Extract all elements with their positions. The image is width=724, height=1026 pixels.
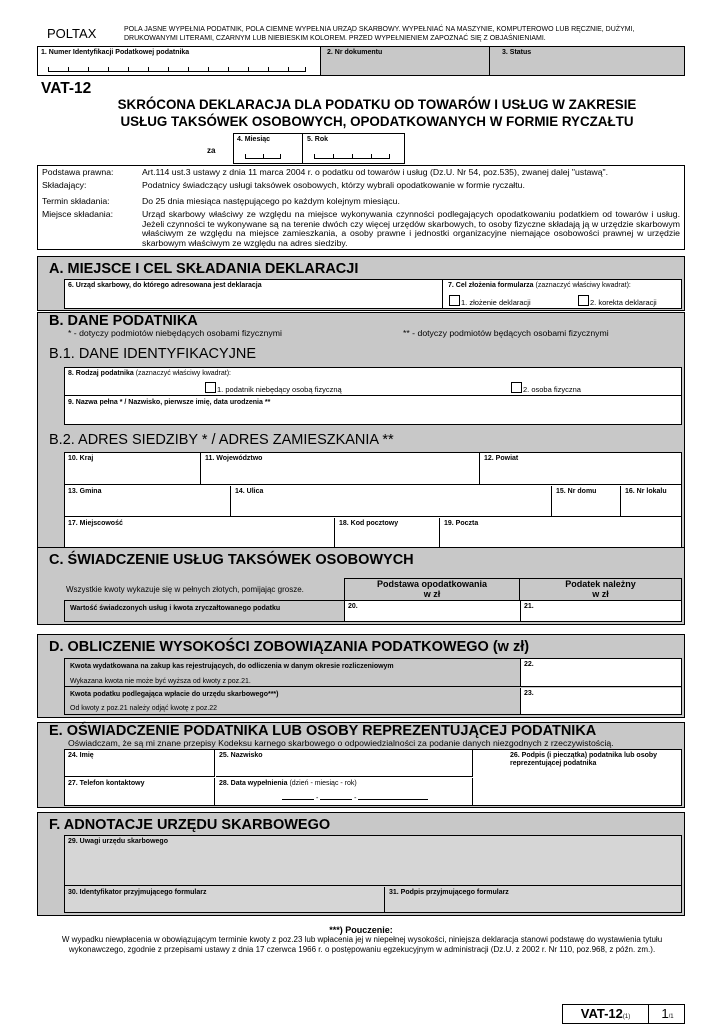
purpose-label: 7. Cel złożenia formularza bbox=[448, 282, 534, 289]
postal-code-label: 18. Kod pocztowy bbox=[339, 520, 399, 527]
section-e bbox=[37, 722, 685, 808]
b1-title: B.1. DANE IDENTYFIKACYJNE bbox=[49, 346, 257, 362]
note-natural: ** - dotyczy podmiotów będących osobami fizycznymi bbox=[403, 328, 609, 338]
tax-base-header-text: Podstawa opodatkowania bbox=[376, 579, 488, 589]
fill-instruction: POLA JASNE WYPEŁNIA PODATNIK, POLA CIEMNE WYPEŁNIA URZĄD SKARBOWY. WYPEŁNIAĆ NA MASZYNIE, KOMPUTEROWO LUB RĘCZNIE, DUŻYMI, DRUKOWANYMI LITERAMI, CZARNYM LUB NIEBIESKIM KOLOREM. PRZED WYPEŁNIENIEM ZAPOZNAĆ SIĘ Z OBJAŚNIENIAMI. bbox=[124, 26, 635, 42]
field-21-label: 21. bbox=[524, 603, 534, 610]
page-number bbox=[651, 1005, 684, 1023]
nip-tick bbox=[268, 67, 269, 71]
full-name-field[interactable] bbox=[65, 397, 681, 424]
house-number-field[interactable] bbox=[553, 486, 621, 516]
footer-form-code bbox=[563, 1005, 649, 1023]
nip-tick bbox=[88, 67, 89, 71]
tax-base-header-unit: w zł bbox=[423, 589, 441, 599]
post-office-label: 19. Poczta bbox=[444, 520, 479, 527]
footer-form-name: VAT-12 bbox=[580, 1006, 623, 1021]
cash-register-label: Kwota wydatkowana na zakup kas rejestrujących, do odliczenia w danym okresie rozliczeniowym bbox=[70, 663, 394, 670]
section-a bbox=[37, 256, 685, 311]
receiver-id-field bbox=[65, 887, 385, 912]
nip-label: 1. Numer Identyfikacji Podatkowej podatnika bbox=[41, 49, 190, 56]
page-total: /1 bbox=[668, 1014, 674, 1020]
form-code: VAT-12 bbox=[41, 80, 92, 97]
purpose-field bbox=[445, 280, 681, 308]
section-d-rows bbox=[64, 658, 682, 715]
last-name-field[interactable] bbox=[216, 750, 473, 777]
taxpayer-type-label: 8. Rodzaj podatnika bbox=[68, 370, 134, 377]
county-field[interactable] bbox=[481, 453, 681, 484]
service-value-row bbox=[64, 600, 682, 622]
field-23-label: 23. bbox=[524, 690, 534, 697]
pouczenie-title: ***) Pouczenie: bbox=[329, 925, 393, 935]
country-field[interactable] bbox=[65, 453, 201, 484]
section-c-note: Wszystkie kwoty wykazuje się w pełnych złotych, pomijając grosze. bbox=[66, 585, 304, 594]
address-row-3 bbox=[65, 518, 681, 549]
b1-fields bbox=[64, 367, 682, 425]
section-d bbox=[37, 634, 685, 718]
address-fields bbox=[64, 452, 682, 550]
tax-base-header bbox=[344, 578, 520, 601]
street-field[interactable] bbox=[232, 486, 552, 516]
signature-label: 26. Podpis (i pieczątka) podatnika lub osoby reprezentującej podatnika bbox=[510, 752, 658, 767]
nip-tick bbox=[128, 67, 129, 71]
note-non-natural: * - dotyczy podmiotów niebędących osobami fizycznymi bbox=[68, 328, 282, 338]
nip-tick bbox=[68, 67, 69, 71]
nip-field[interactable] bbox=[38, 47, 321, 75]
phone-field[interactable] bbox=[65, 778, 215, 805]
field-20-label: 20. bbox=[348, 603, 358, 610]
purpose-option-1-label: 1. złożenie deklaracji bbox=[461, 298, 531, 307]
section-e-title: E. OŚWIADCZENIE PODATNIKA LUB OSOBY REPREZENTUJĄCEJ PODATNIKA bbox=[49, 723, 597, 739]
nip-tick-boxes bbox=[48, 67, 306, 72]
fill-date-ticks: - - bbox=[282, 794, 428, 802]
taxpayer-type-option-1-label: 1. podatnik niebędący osobą fizyczną bbox=[217, 385, 342, 394]
info-box bbox=[37, 165, 685, 250]
purpose-option-2[interactable] bbox=[578, 295, 657, 307]
pouczenie-text: W wypadku niewpłacenia w obowiązującym terminie kwoty z poz.23 lub wpłacenia jej w niepełnej wysokości, niniejsza deklaracja stanowi podstawę do wystawienia tytułu wykonawczego, zgodnie z przepisami ustawy z dnia 17 czerwca 1966 r. o postępowaniu egzekucyjnym w administracji (Dz.U. z 2002 r. Nr 110, poz.968, z późn. zm.). bbox=[61, 935, 663, 954]
za-label: za bbox=[207, 146, 216, 155]
deadline-text: Do 25 dnia miesiąca następującego po każdym kolejnym miesiącu. bbox=[142, 196, 400, 206]
apartment-number-label: 16. Nr lokalu bbox=[625, 488, 667, 495]
year-field[interactable] bbox=[304, 134, 404, 163]
taxpayer-type-field bbox=[65, 368, 681, 396]
purpose-option-2-label: 2. korekta deklaracji bbox=[590, 298, 657, 307]
poltax-label: POLTAX bbox=[47, 26, 97, 41]
county-label: 12. Powiat bbox=[484, 455, 519, 462]
receiver-signature-label: 31. Podpis przyjmującego formularz bbox=[389, 889, 509, 896]
filer-label: Składający: bbox=[42, 180, 87, 190]
form-title-line1: SKRÓCONA DEKLARACJA DLA PODATKU OD TOWARÓW I USŁUG W ZAKRESIE bbox=[117, 97, 637, 112]
section-c bbox=[37, 547, 685, 625]
taxpayer-type-option-1[interactable] bbox=[205, 382, 342, 394]
nip-tick bbox=[188, 67, 189, 71]
status-label: 3. Status bbox=[502, 49, 532, 56]
purpose-note: (zaznaczyć właściwy kwadrat): bbox=[535, 282, 631, 289]
section-e-statement: Oświadczam, że są mi znane przepisy Kodeksu karnego skarbowego o odpowiedzialności za podanie danych niezgodnych z rzeczywistością. bbox=[68, 738, 614, 748]
city-label: 17. Miejscowość bbox=[68, 520, 123, 527]
filer-text: Podatnicy świadczący usługi taksówek osobowych, którzy wybrali opodatkowanie w formie ryczałtu. bbox=[142, 180, 525, 190]
full-name-label: 9. Nazwa pełna * / Nazwisko, pierwsze imię, data urodzenia ** bbox=[68, 399, 271, 406]
postal-code-field[interactable] bbox=[336, 518, 440, 549]
post-office-field[interactable] bbox=[441, 518, 681, 549]
field-21[interactable] bbox=[520, 601, 681, 621]
nip-tick bbox=[48, 67, 49, 71]
address-row-1 bbox=[65, 453, 681, 485]
nip-tick bbox=[305, 67, 306, 71]
tax-office-field[interactable] bbox=[65, 280, 443, 308]
apartment-number-field[interactable] bbox=[622, 486, 681, 516]
doc-number-label: 2. Nr dokumentu bbox=[327, 49, 383, 56]
checkbox-icon[interactable] bbox=[578, 295, 589, 306]
first-name-label: 24. Imię bbox=[68, 752, 94, 759]
section-e-fields bbox=[64, 749, 682, 806]
tax-due-header-unit: w zł bbox=[592, 589, 609, 599]
taxpayer-type-note: (zaznaczyć właściwy kwadrat): bbox=[135, 370, 231, 377]
section-a-fields bbox=[64, 279, 682, 309]
field-22-label: 22. bbox=[524, 661, 534, 668]
street-label: 14. Ulica bbox=[235, 488, 264, 495]
office-remarks-label: 29. Uwagi urzędu skarbowego bbox=[68, 838, 168, 845]
address-row-2 bbox=[65, 486, 681, 517]
divider bbox=[489, 47, 490, 75]
section-b bbox=[37, 312, 685, 552]
month-label: 4. Miesiąc bbox=[237, 136, 271, 143]
fill-date-note: (dzień - miesiąc - rok) bbox=[289, 780, 357, 787]
month-field[interactable] bbox=[234, 134, 303, 163]
section-f-fields bbox=[64, 835, 682, 913]
section-b-title: B. DANE PODATNIKA bbox=[49, 313, 198, 329]
voivodeship-label: 11. Województwo bbox=[205, 455, 263, 462]
nip-tick bbox=[168, 67, 169, 71]
taxpayer-type-option-2[interactable] bbox=[511, 382, 581, 394]
tax-due-header-text: Podatek należny bbox=[565, 579, 636, 589]
purpose-option-1[interactable] bbox=[449, 295, 531, 307]
first-name-field[interactable] bbox=[65, 750, 215, 777]
cash-register-row bbox=[65, 659, 681, 687]
nip-tick bbox=[288, 67, 289, 71]
receiver-signature-field bbox=[386, 887, 681, 912]
signature-field[interactable] bbox=[474, 750, 681, 805]
section-c-title: C. ŚWIADCZENIE USŁUG TAKSÓWEK OSOBOWYCH bbox=[49, 552, 414, 568]
nip-tick bbox=[148, 67, 149, 71]
tax-payable-note: Od kwoty z poz.21 należy odjąć kwotę z poz.22 bbox=[70, 705, 218, 712]
b2-title: B.2. ADRES SIEDZIBY * / ADRES ZAMIESZKANIA ** bbox=[49, 432, 394, 448]
tax-payable-row bbox=[65, 688, 681, 714]
section-a-title: A. MIEJSCE I CEL SKŁADANIA DEKLARACJI bbox=[49, 261, 359, 277]
voivodeship-field[interactable] bbox=[202, 453, 480, 484]
period-box bbox=[233, 133, 405, 164]
checkbox-icon[interactable] bbox=[205, 382, 216, 393]
house-number-label: 15. Nr domu bbox=[556, 488, 597, 495]
fill-date-field[interactable] bbox=[216, 778, 473, 805]
nip-tick bbox=[248, 67, 249, 71]
page-footer-box bbox=[562, 1004, 685, 1024]
field-22[interactable] bbox=[520, 659, 681, 686]
place-text: Urząd skarbowy właściwy ze względu na miejsce wykonywania czynności podlegających opodatkowaniu podatkiem od towarów i usług. Jeżeli czynności te wykonywane są na terenie dwóch czy więcej urzędów skarbowych, to osoby fizyczne składają ją w urzędzie skarbowym właściwym ze względu na miejsce zamieszkania, a osoby prawne i jednostki organizacyjne niemające osobowości prawnej w urzędzie skarbowym właściwym ze względu na adres siedziby. bbox=[142, 209, 680, 248]
form-title bbox=[37, 96, 717, 130]
section-f bbox=[37, 812, 685, 916]
page-current: 1 bbox=[661, 1006, 669, 1021]
month-ticks bbox=[245, 155, 281, 159]
footer-form-version: (1) bbox=[622, 1014, 631, 1020]
office-remarks-field bbox=[65, 836, 681, 886]
year-label: 5. Rok bbox=[307, 136, 329, 143]
nip-tick bbox=[208, 67, 209, 71]
checkbox-icon[interactable] bbox=[449, 295, 460, 306]
section-f-title: F. ADNOTACJE URZĘDU SKARBOWEGO bbox=[49, 817, 331, 833]
field-23[interactable] bbox=[520, 688, 681, 714]
nip-tick bbox=[228, 67, 229, 71]
commune-label: 13. Gmina bbox=[68, 488, 102, 495]
year-ticks bbox=[314, 155, 390, 159]
legal-basis-label: Podstawa prawna: bbox=[42, 167, 114, 177]
field-20[interactable] bbox=[344, 601, 520, 621]
tax-due-header bbox=[519, 578, 682, 601]
section-d-title: D. OBLICZENIE WYSOKOŚCI ZOBOWIĄZANIA PODATKOWEGO (w zł) bbox=[49, 639, 530, 655]
taxpayer-type-option-2-label: 2. osoba fizyczna bbox=[523, 385, 581, 394]
phone-label: 27. Telefon kontaktowy bbox=[68, 780, 145, 787]
service-value-label: Wartość świadczonych usług i kwota zryczałtowanego podatku bbox=[70, 605, 281, 612]
last-name-label: 25. Nazwisko bbox=[219, 752, 263, 759]
legal-basis-text: Art.114 ust.3 ustawy z dnia 11 marca 2004 r. o podatku od towarów i usług (Dz.U. Nr 54, poz.535), zwanej dalej "ustawą". bbox=[142, 167, 609, 177]
deadline-label: Termin składania: bbox=[42, 196, 110, 206]
receiver-id-label: 30. Identyfikator przyjmującego formularz bbox=[68, 889, 207, 896]
tax-office-label: 6. Urząd skarbowy, do którego adresowana jest deklaracja bbox=[68, 282, 262, 289]
nip-tick bbox=[108, 67, 109, 71]
checkbox-icon[interactable] bbox=[511, 382, 522, 393]
place-label: Miejsce składania: bbox=[42, 209, 113, 219]
city-field[interactable] bbox=[65, 518, 335, 549]
cash-register-note: Wykazana kwota nie może być wyższa od kwoty z poz.21. bbox=[70, 678, 251, 685]
country-label: 10. Kraj bbox=[68, 455, 94, 462]
tax-payable-label: Kwota podatku podlegająca wpłacie do urzędu skarbowego***) bbox=[70, 691, 279, 698]
fill-date-label: 28. Data wypełnienia bbox=[219, 780, 288, 787]
form-title-line2: USŁUG TAKSÓWEK OSOBOWYCH, OPODATKOWANYCH W FORMIE RYCZAŁTU bbox=[120, 114, 634, 129]
commune-field[interactable] bbox=[65, 486, 231, 516]
